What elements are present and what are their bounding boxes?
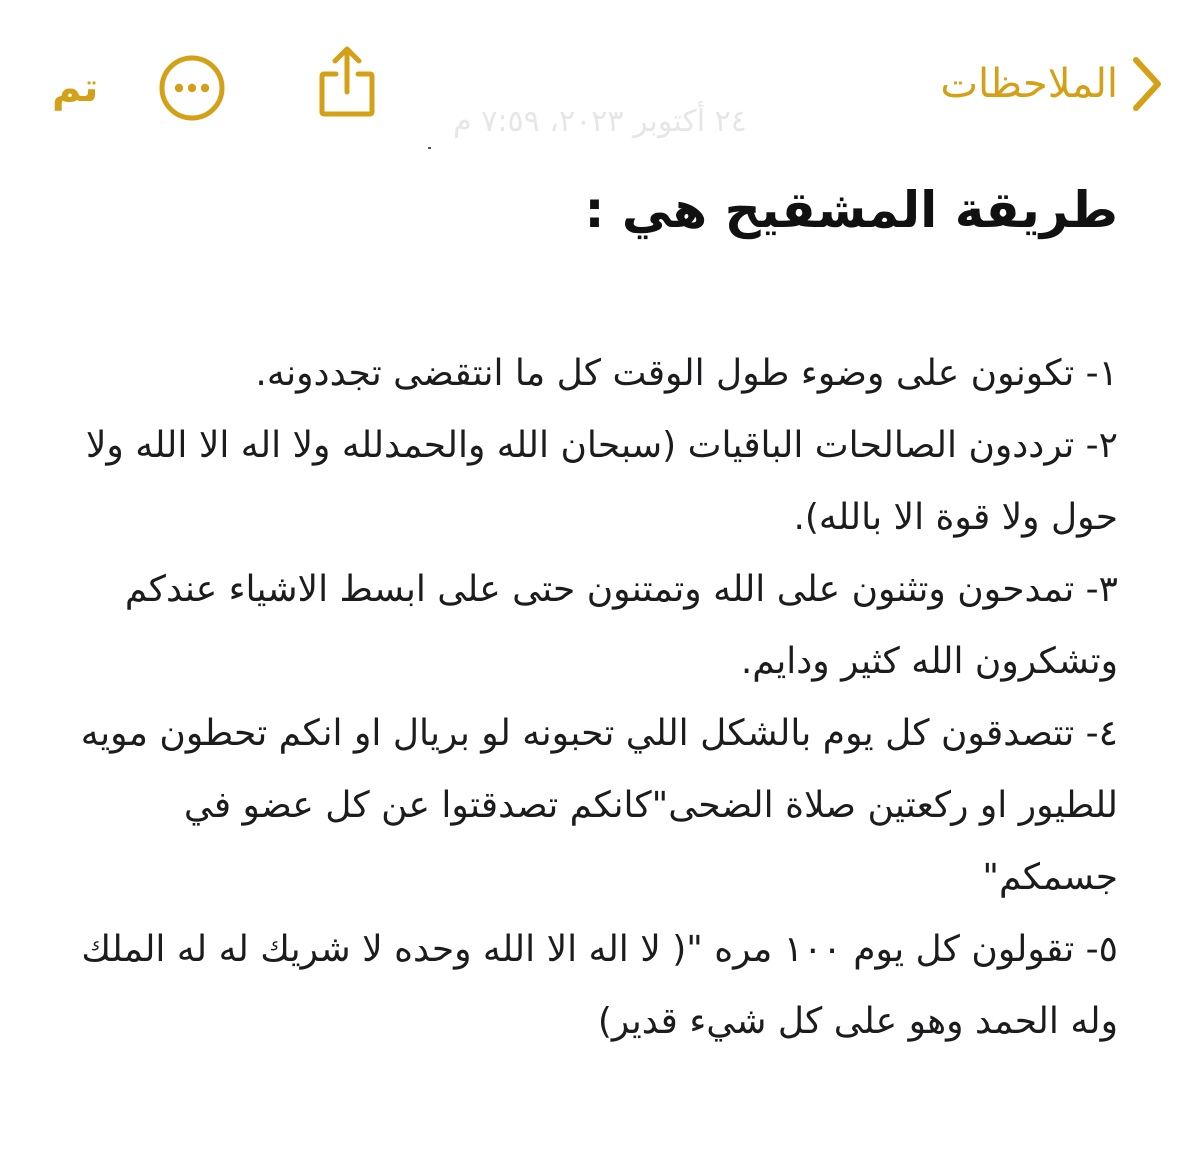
back-button-label: الملاحظات — [940, 61, 1118, 107]
share-button[interactable] — [316, 44, 378, 118]
note-item-1: ١- تكونون على وضوء طول الوقت كل ما انتقضى تجددونه. — [255, 353, 1118, 394]
note-item-4: ٤- تتصدقون كل يوم بالشكل اللي تحبونه لو بريال او انكم تحطون مويه للطيور او ركعتين صلاة الضحى"كانكم تصدقتوا عن كل عضو في جسمكم" — [80, 713, 1118, 898]
done-button[interactable]: تم — [52, 65, 99, 111]
note-body[interactable] — [68, 168, 1118, 1058]
navigation-bar — [0, 0, 1200, 110]
stray-dot — [428, 147, 431, 149]
note-title: طريقة المشقيح هي : — [584, 181, 1118, 239]
more-options-button[interactable] — [158, 54, 226, 122]
back-button[interactable] — [940, 52, 1166, 116]
blank-line — [68, 252, 1118, 338]
ellipsis-circle-icon — [158, 54, 226, 122]
note-item-2: ٢- ترددون الصالحات الباقيات (سبحان الله والحمدلله ولا اله الا الله ولا حول ولا قوة الا بالله). — [85, 425, 1118, 538]
note-timestamp: ٢٤ أكتوبر ٢٠٢٣، ٧:٥٩ م — [453, 104, 747, 139]
note-item-3: ٣- تمدحون وتثنون على الله وتمتنون حتى على ابسط الاشياء عندكم وتشكرون الله كثير ودايم. — [124, 569, 1118, 682]
share-icon — [316, 44, 378, 118]
note-item-5: ٥- تقولون كل يوم ١٠٠ مره "( لا اله الا الله وحده لا شريك له له الملك وله الحمد وهو على كل شيء قدير) — [81, 929, 1118, 1042]
chevron-left-icon — [1128, 52, 1166, 116]
